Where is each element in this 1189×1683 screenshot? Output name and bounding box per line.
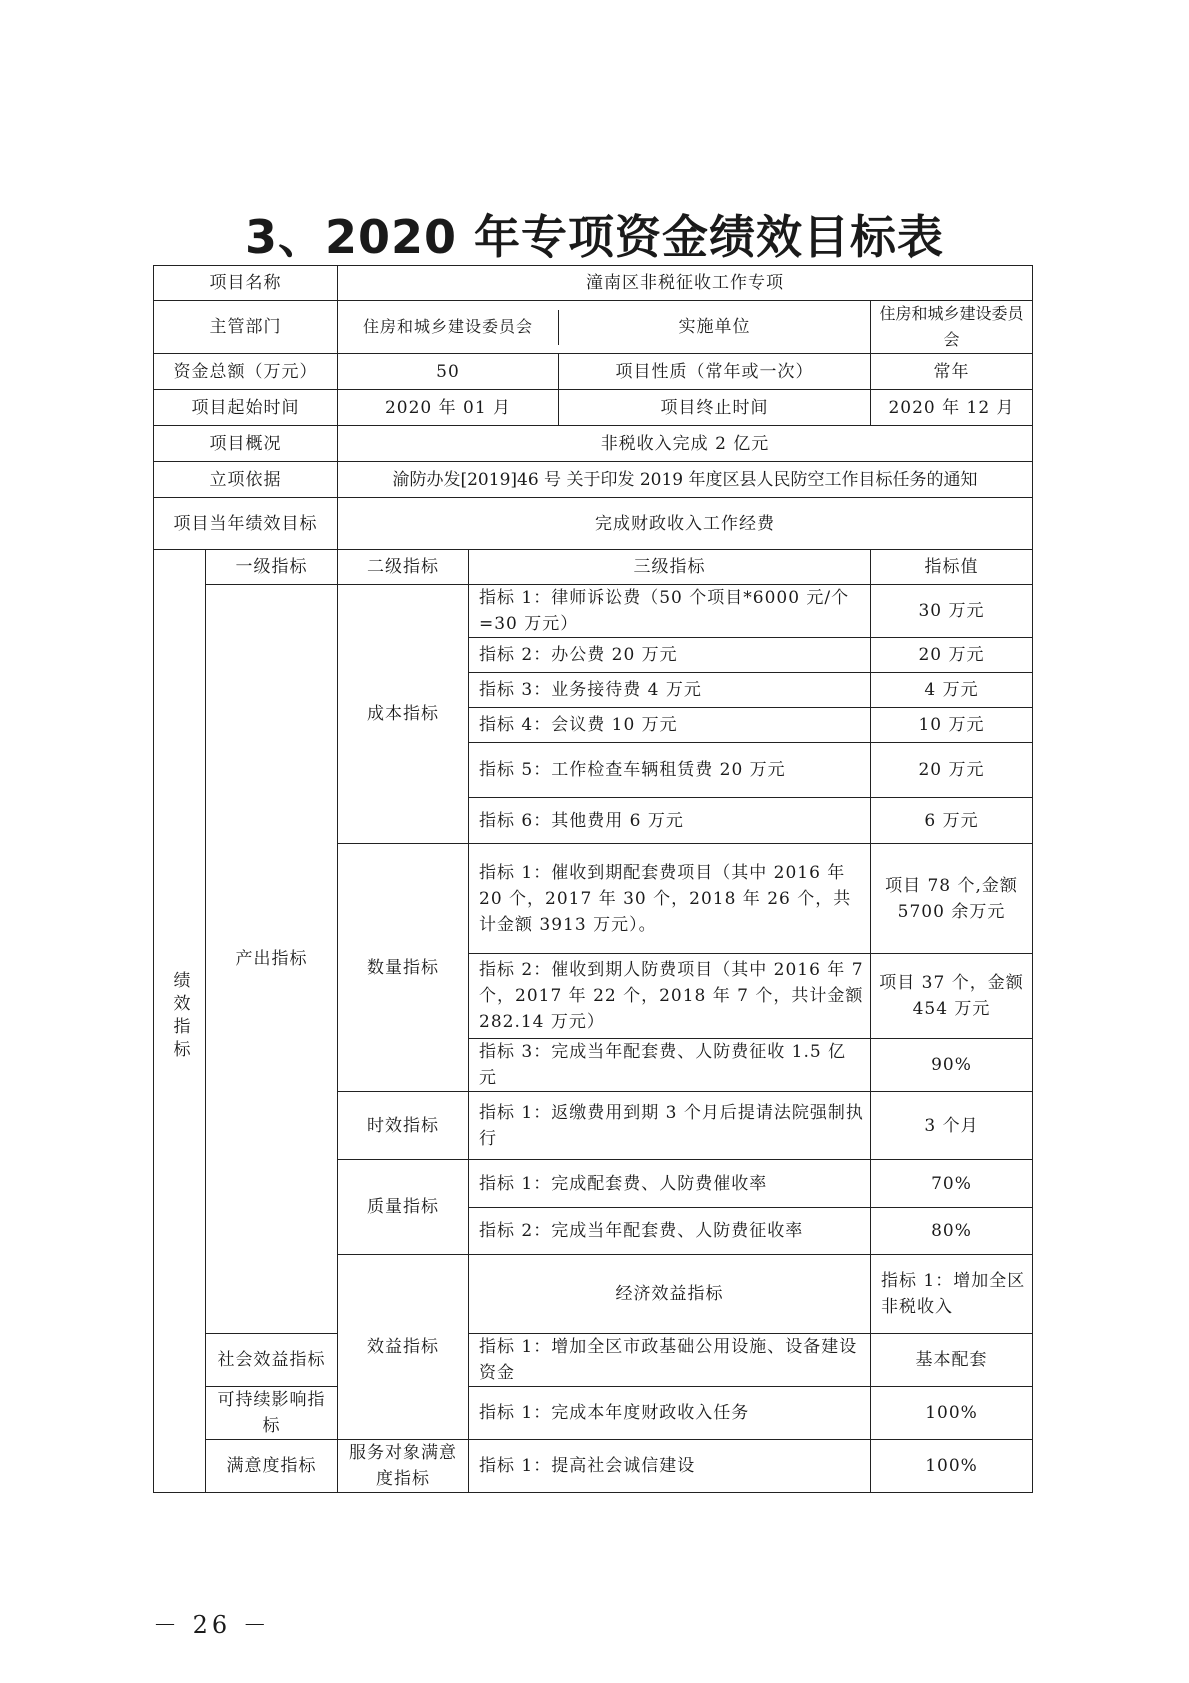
row-time xyxy=(154,390,1033,426)
funds-nature-inner xyxy=(338,354,870,389)
benefit-label: 效益指标 xyxy=(338,1255,469,1440)
dept-unit-inner xyxy=(338,310,870,345)
dept-value: 住房和城乡建设委员会 xyxy=(338,310,559,345)
sustain-label: 可持续影响指标 xyxy=(206,1387,338,1440)
row-project-name xyxy=(154,266,1033,301)
start-end-cell xyxy=(338,390,871,426)
cost-6-value: 6 万元 xyxy=(871,798,1033,844)
project-name-label: 项目名称 xyxy=(154,266,338,301)
funds-value: 50 xyxy=(338,354,559,389)
side-label: 绩效指标 xyxy=(169,971,190,1063)
basis-label: 立项依据 xyxy=(154,462,338,498)
cost-2-value: 20 万元 xyxy=(871,638,1033,673)
unit-label: 实施单位 xyxy=(678,317,751,337)
start-end-inner xyxy=(338,390,870,425)
header-level2: 二级指标 xyxy=(338,550,469,585)
header-level1: 一级指标 xyxy=(206,550,338,585)
quality-2-text: 指标 2：完成当年配套费、人防费征收率 xyxy=(469,1208,871,1255)
end-label: 项目终止时间 xyxy=(660,397,769,418)
cost-label: 成本指标 xyxy=(338,585,469,844)
service-label: 服务对象满意度指标 xyxy=(338,1440,469,1493)
dept-label: 主管部门 xyxy=(154,301,338,354)
unit-value: 住房和城乡建设委员会 xyxy=(871,301,1033,354)
time-1-value: 3 个月 xyxy=(871,1092,1033,1160)
start-value: 2020 年 01 月 xyxy=(338,390,559,425)
goal-value: 完成财政收入工作经费 xyxy=(338,498,1033,550)
sustain-text: 指标 1：完成本年度财政收入任务 xyxy=(469,1387,871,1440)
social-text: 指标 1：增加全区市政基础公用设施、设备建设资金 xyxy=(469,1334,871,1387)
cost-5-text: 指标 5：工作检查车辆租赁费 20 万元 xyxy=(469,743,871,798)
nature-label: 项目性质（常年或一次） xyxy=(615,361,814,382)
service-text: 指标 1：提高社会诚信建设 xyxy=(469,1440,871,1493)
quantity-2-text: 指标 2：催收到期人防费项目（其中 2016 年 7 个，2017 年 22 个，2018 年 7 个，共计金额 282.14 万元） xyxy=(469,954,871,1039)
cost-4-text: 指标 4：会议费 10 万元 xyxy=(469,708,871,743)
quality-label: 质量指标 xyxy=(338,1160,469,1255)
economic-text: 指标 1：增加全区非税收入 xyxy=(871,1255,1033,1334)
funds-nature-cell xyxy=(338,354,871,390)
social-value: 基本配套 xyxy=(871,1334,1033,1387)
time-1-text: 指标 1：返缴费用到期 3 个月后提请法院强制执行 xyxy=(469,1092,871,1160)
overview-label: 项目概况 xyxy=(154,426,338,462)
header-level3: 三级指标 xyxy=(469,550,871,585)
start-label: 项目起始时间 xyxy=(154,390,338,426)
cost-2-text: 指标 2：办公费 20 万元 xyxy=(469,638,871,673)
service-value: 100% xyxy=(871,1440,1033,1493)
indicator-header-row xyxy=(154,550,1033,585)
row-goal xyxy=(154,498,1033,550)
quantity-1-value: 项目 78 个,金额 5700 余万元 xyxy=(871,844,1033,954)
goal-label: 项目当年绩效目标 xyxy=(154,498,338,550)
cost-1-text: 指标 1：律师诉讼费（50 个项目*6000 元/个=30 万元） xyxy=(469,585,871,638)
cost-3-text: 指标 3：业务接待费 4 万元 xyxy=(469,673,871,708)
time-label: 时效指标 xyxy=(338,1092,469,1160)
quality-1-text: 指标 1：完成配套费、人防费催收率 xyxy=(469,1160,871,1208)
table-row xyxy=(154,585,1033,638)
overview-value: 非税收入完成 2 亿元 xyxy=(338,426,1033,462)
output-label: 产出指标 xyxy=(206,585,338,1334)
row-basis xyxy=(154,462,1033,498)
page-number: － 26 － xyxy=(153,1611,271,1639)
table-row xyxy=(154,1440,1033,1493)
header-value: 指标值 xyxy=(871,550,1033,585)
cost-1-value: 30 万元 xyxy=(871,585,1033,638)
row-funds xyxy=(154,354,1033,390)
funds-label: 资金总额（万元） xyxy=(154,354,338,390)
end-value: 2020 年 12 月 xyxy=(871,390,1033,426)
quantity-3-text: 指标 3：完成当年配套费、人防费征收 1.5 亿元 xyxy=(469,1039,871,1092)
social-label: 社会效益指标 xyxy=(206,1334,338,1387)
sustain-value: 100% xyxy=(871,1387,1033,1440)
quality-2-value: 80% xyxy=(871,1208,1033,1255)
performance-table xyxy=(153,265,1033,1493)
nature-value: 常年 xyxy=(871,354,1033,390)
quantity-label: 数量指标 xyxy=(338,844,469,1092)
cost-5-value: 20 万元 xyxy=(871,743,1033,798)
cost-4-value: 10 万元 xyxy=(871,708,1033,743)
project-name-value: 潼南区非税征收工作专项 xyxy=(338,266,1033,301)
table-row xyxy=(154,1334,1033,1387)
basis-value: 渝防办发[2019]46 号 关于印发 2019 年度区县人民防空工作目标任务的通知 xyxy=(338,462,1033,498)
side-label-cell xyxy=(154,550,206,1493)
satisfaction-label: 满意度指标 xyxy=(206,1440,338,1493)
economic-label: 经济效益指标 xyxy=(469,1255,871,1334)
cost-6-text: 指标 6：其他费用 6 万元 xyxy=(469,798,871,844)
row-dept xyxy=(154,301,1033,354)
row-overview xyxy=(154,426,1033,462)
cost-3-value: 4 万元 xyxy=(871,673,1033,708)
page-title: 3、2020 年专项资金绩效目标表 xyxy=(244,210,945,264)
table-row xyxy=(154,1387,1033,1440)
quantity-3-value: 90% xyxy=(871,1039,1033,1092)
quantity-1-text: 指标 1：催收到期配套费项目（其中 2016 年 20 个，2017 年 30 个，2018 年 26 个，共计金额 3913 万元）。 xyxy=(469,844,871,954)
dept-unit-cell xyxy=(338,301,871,354)
quality-1-value: 70% xyxy=(871,1160,1033,1208)
quantity-2-value: 项目 37 个，金额 454 万元 xyxy=(871,954,1033,1039)
